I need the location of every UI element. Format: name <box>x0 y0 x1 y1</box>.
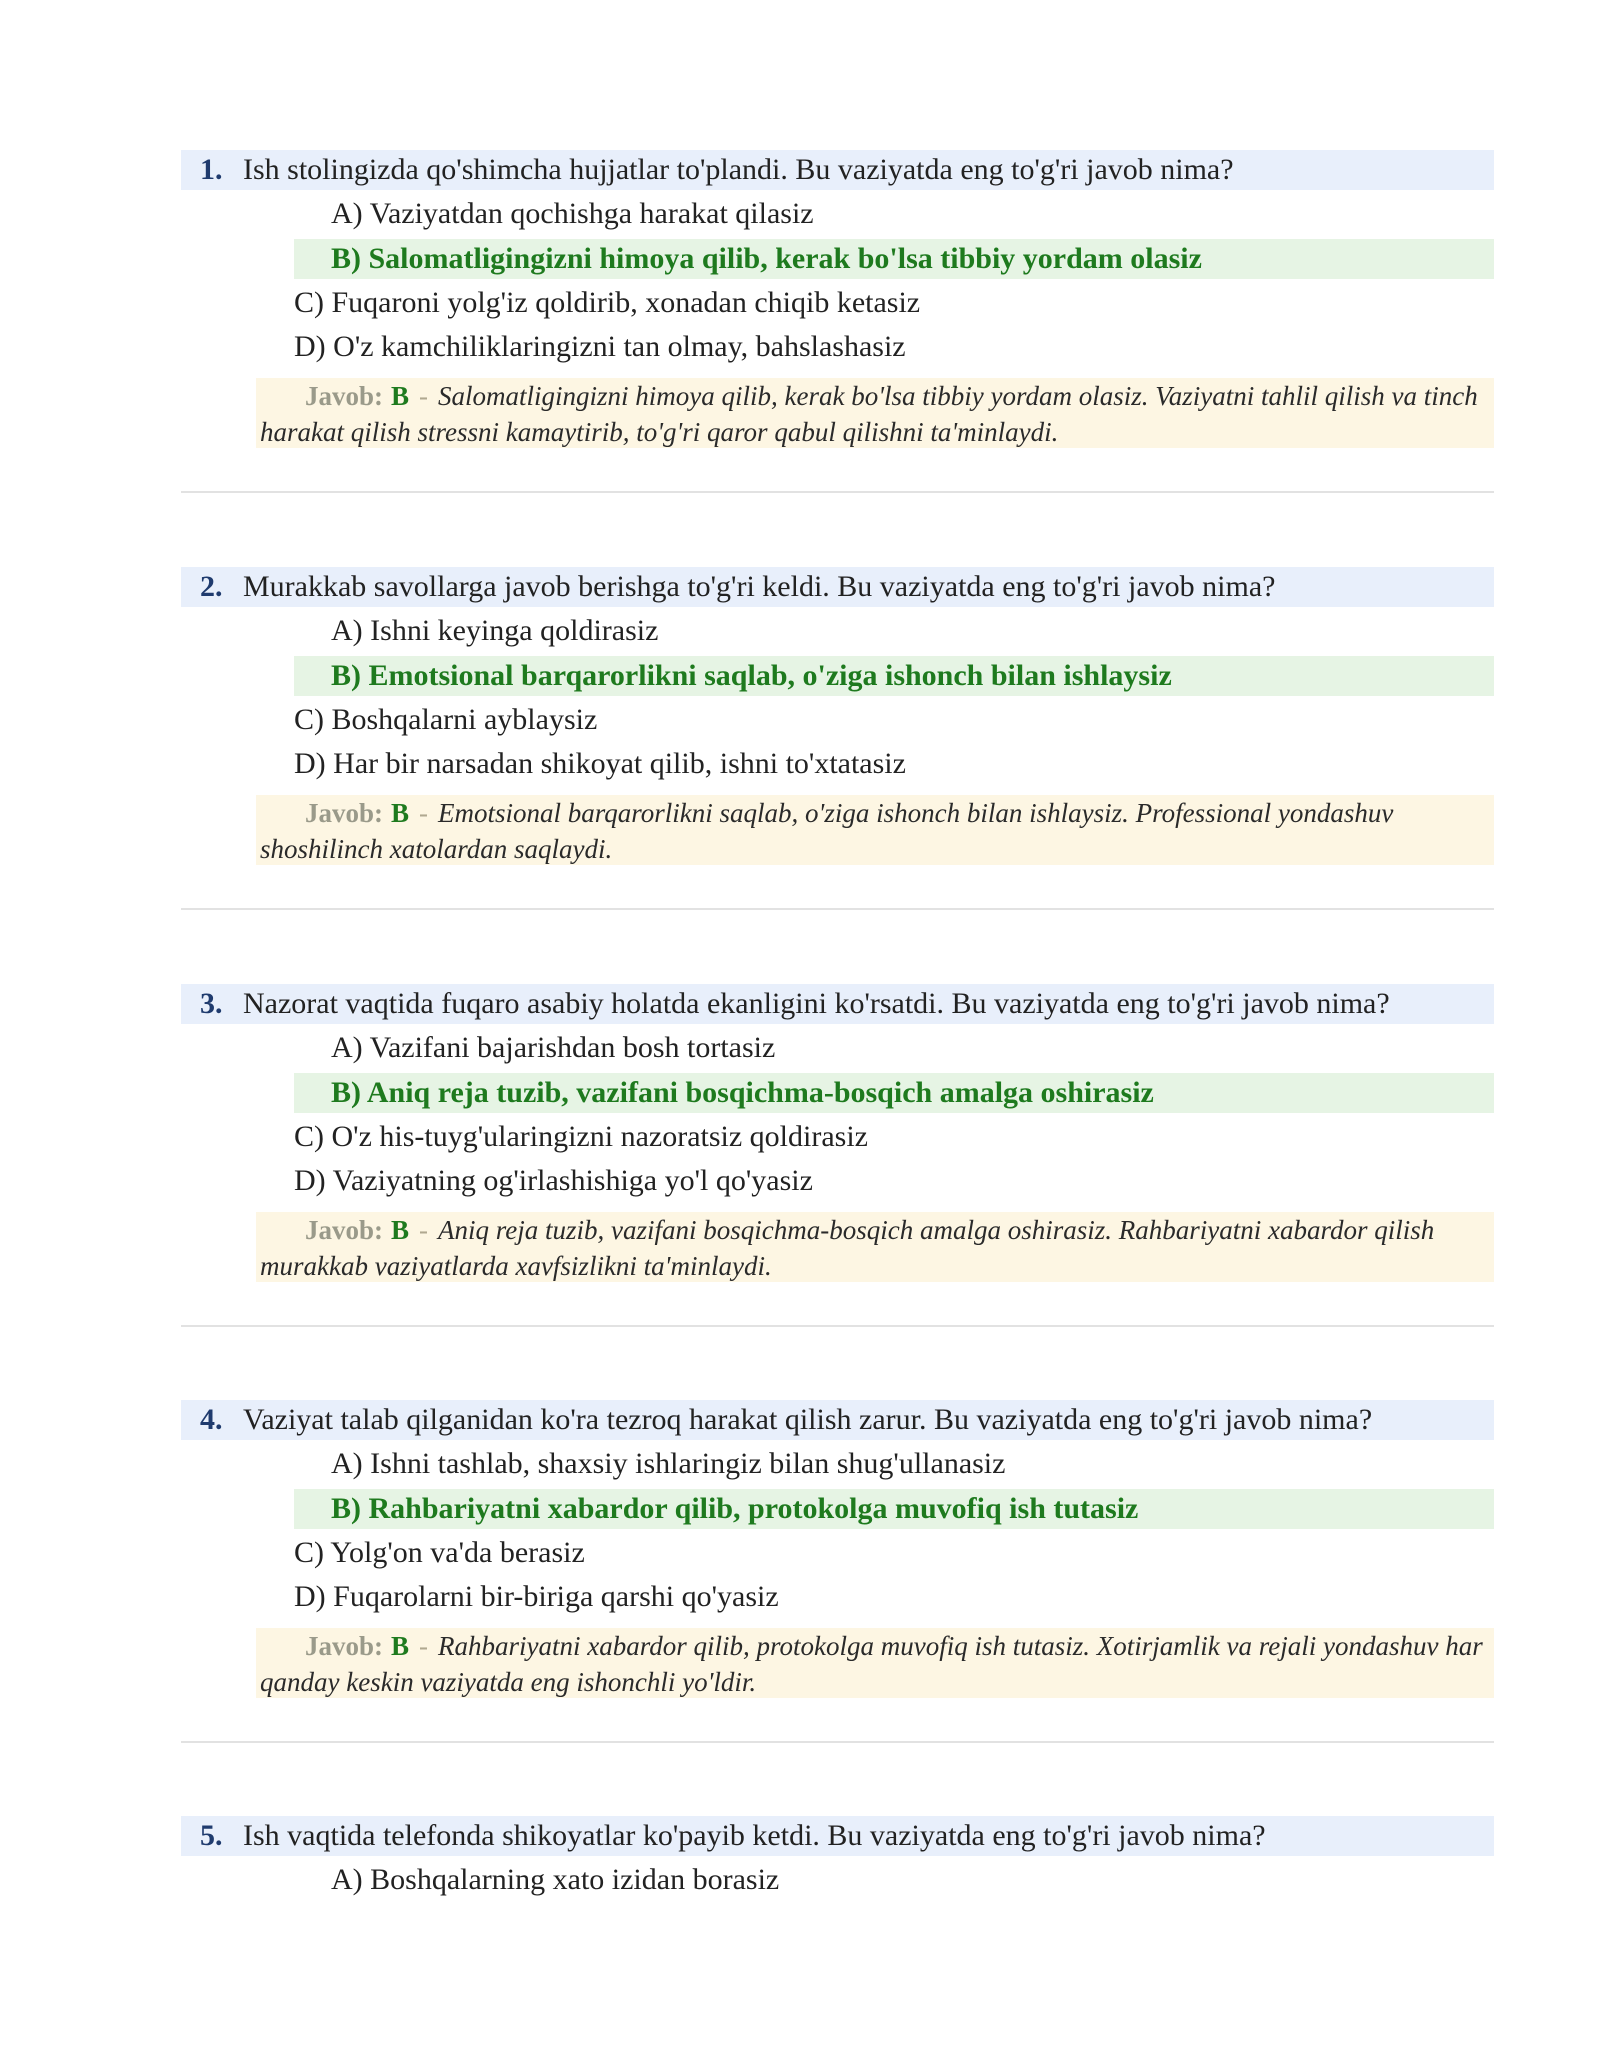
question-row <box>181 984 1494 1024</box>
option-d: D) O'z kamchiliklaringizni tan olmay, bahslashasiz <box>294 330 906 363</box>
option-c: C) Yolg'on va'da berasiz <box>294 1536 585 1569</box>
answer-dash: - <box>419 1631 429 1661</box>
answer-label: Javob: <box>305 798 384 828</box>
explanation-text: Rahbariyatni xabardor qilib, protokolga muvofiq ish tutasiz. Xotirjamlik va rejali yondashuv har qanday keskin vaziyatda eng ishonchli yo'ldir. <box>260 1631 1483 1697</box>
option-a: A) Vazifani bajarishdan bosh tortasiz <box>331 1031 776 1064</box>
question-row <box>181 150 1494 190</box>
option-c: C) O'z his-tuyg'ularingizni nazoratsiz qoldirasiz <box>294 1120 868 1153</box>
answer-dash: - <box>419 381 429 411</box>
option-d: D) Har bir narsadan shikoyat qilib, ishni to'xtatasiz <box>294 747 906 780</box>
option-d: D) Vaziyatning og'irlashishiga yo'l qo'yasiz <box>294 1164 813 1197</box>
divider <box>181 1325 1494 1327</box>
question-text: Murakkab savollarga javob berishga to'g'ri keldi. Bu vaziyatda eng to'g'ri javob nima? <box>243 570 1276 603</box>
option-b-correct: B) Rahbariyatni xabardor qilib, protokolga muvofiq ish tutasiz <box>294 1489 1494 1529</box>
option-d: D) Fuqarolarni bir-biriga qarshi qo'yasiz <box>294 1580 779 1613</box>
answer-letter: B <box>391 381 410 411</box>
question-row <box>181 567 1494 607</box>
option-b-correct: B) Emotsional barqarorlikni saqlab, o'ziga ishonch bilan ishlaysiz <box>294 656 1494 696</box>
question-number: 3. <box>200 987 223 1020</box>
answer-letter: B <box>391 798 410 828</box>
answer-label: Javob: <box>305 1215 384 1245</box>
option-c: C) Boshqalarni ayblaysiz <box>294 703 598 736</box>
option-a: A) Boshqalarning xato izidan borasiz <box>331 1863 780 1896</box>
question-text: Ish stolingizda qo'shimcha hujjatlar to'plandi. Bu vaziyatda eng to'g'ri javob nima? <box>243 153 1234 186</box>
answer-label: Javob: <box>305 381 384 411</box>
answer-dash: - <box>419 798 429 828</box>
question-number: 4. <box>200 1403 223 1436</box>
divider <box>181 1741 1494 1743</box>
divider <box>181 908 1494 910</box>
option-b-correct: B) Aniq reja tuzib, vazifani bosqichma-bosqich amalga oshirasiz <box>294 1073 1494 1113</box>
option-a: A) Vaziyatdan qochishga harakat qilasiz <box>331 197 814 230</box>
question-text: Nazorat vaqtida fuqaro asabiy holatda ekanligini ko'rsatdi. Bu vaziyatda eng to'g'ri javob nima? <box>243 987 1390 1020</box>
answer-dash: - <box>419 1215 429 1245</box>
question-number: 1. <box>200 153 223 186</box>
option-b-correct: B) Salomatligingizni himoya qilib, kerak bo'lsa tibbiy yordam olasiz <box>294 239 1494 279</box>
explanation-text: Emotsional barqarorlikni saqlab, o'ziga ishonch bilan ishlaysiz. Professional yondashuv shoshilinch xatolardan saqlaydi. <box>260 798 1394 864</box>
question-row <box>181 1816 1494 1856</box>
question-row <box>181 1400 1494 1440</box>
explanation-text: Aniq reja tuzib, vazifani bosqichma-bosqich amalga oshirasiz. Rahbariyatni xabardor qilish murakkab vaziyatlarda xavfsizlikni ta'minlaydi. <box>260 1215 1435 1281</box>
answer-explanation <box>256 1628 1494 1698</box>
question-number: 2. <box>200 570 223 603</box>
explanation-text: Salomatligingizni himoya qilib, kerak bo'lsa tibbiy yordam olasiz. Vaziyatni tahlil qilish va tinch harakat qilish stressni kamaytirib, to'g'ri qaror qabul qilishni ta'minlaydi. <box>260 381 1478 447</box>
answer-letter: B <box>391 1215 410 1245</box>
answer-explanation <box>256 1212 1494 1282</box>
answer-explanation <box>256 378 1494 448</box>
question-number: 5. <box>200 1819 223 1852</box>
answer-explanation <box>256 795 1494 865</box>
option-a: A) Ishni tashlab, shaxsiy ishlaringiz bilan shug'ullanasiz <box>331 1447 1006 1480</box>
question-text: Ish vaqtida telefonda shikoyatlar ko'payib ketdi. Bu vaziyatda eng to'g'ri javob nima? <box>243 1819 1266 1852</box>
option-c: C) Fuqaroni yolg'iz qoldirib, xonadan chiqib ketasiz <box>294 286 921 319</box>
option-a: A) Ishni keyinga qoldirasiz <box>331 614 659 647</box>
answer-label: Javob: <box>305 1631 384 1661</box>
divider <box>181 491 1494 493</box>
question-text: Vaziyat talab qilganidan ko'ra tezroq harakat qilish zarur. Bu vaziyatda eng to'g'ri javob nima? <box>243 1403 1373 1436</box>
answer-letter: B <box>391 1631 410 1661</box>
